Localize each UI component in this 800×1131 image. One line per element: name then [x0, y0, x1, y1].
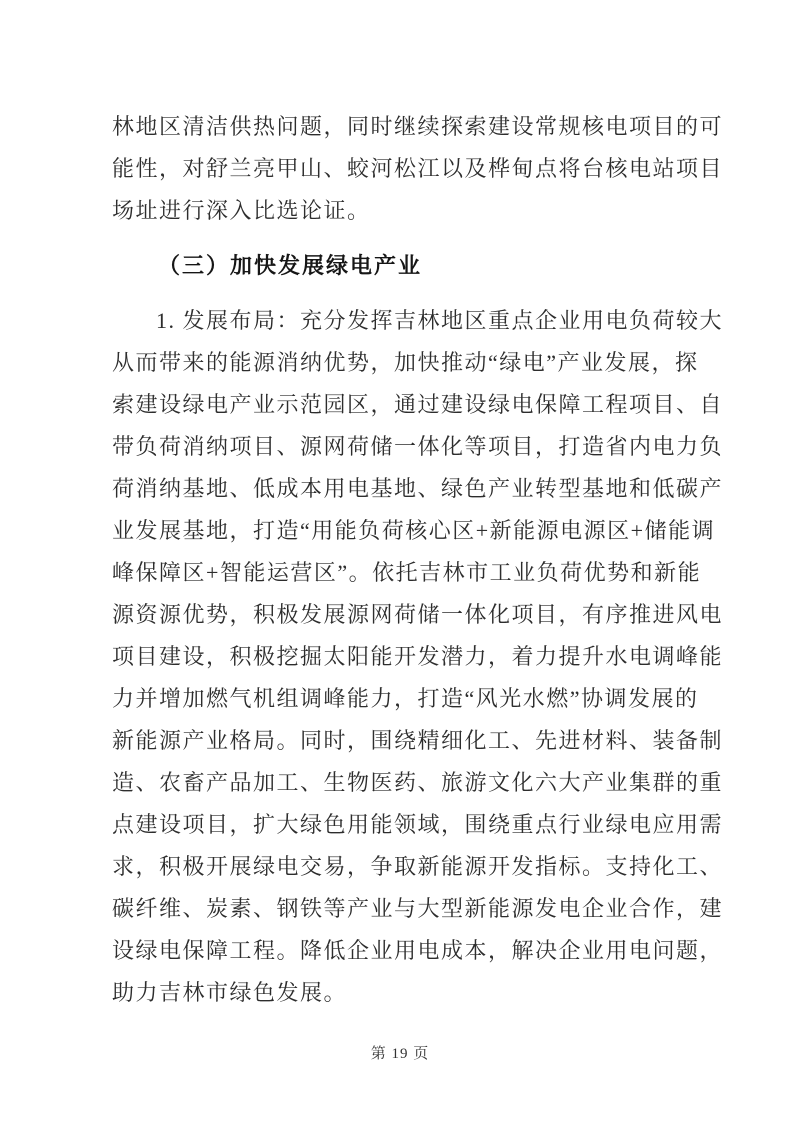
text-line: 荷消纳基地、低成本用电基地、绿色产业转型基地和低碳产	[112, 476, 724, 501]
text-line: 源资源优势，积极发展源网荷储一体化项目，有序推进风电	[112, 602, 724, 627]
text-line: 点建设项目，扩大绿色用能领域，围绕重点行业绿电应用需	[112, 812, 724, 837]
text-line: 1. 发展布局：充分发挥吉林地区重点企业用电负荷较大	[156, 308, 724, 333]
text-line: 求，积极开展绿电交易，争取新能源开发指标。支持化工、	[112, 854, 724, 879]
text-line: 碳纤维、炭素、钢铁等产业与大型新能源发电企业合作，建	[112, 896, 724, 921]
text-line: 林地区清洁供热问题，同时继续探索建设常规核电项目的可	[112, 114, 724, 139]
text-line: 带负荷消纳项目、源网荷储一体化等项目，打造省内电力负	[112, 434, 724, 459]
text-line: 项目建设，积极挖掘太阳能开发潜力，着力提升水电调峰能	[112, 644, 724, 669]
paragraph-continuation	[112, 106, 724, 232]
section-heading: （三）加快发展绿电产业	[158, 253, 423, 278]
paragraph-main	[112, 300, 724, 1014]
text-block	[112, 106, 724, 1014]
text-line: 从而带来的能源消纳优势，加快推动“绿电”产业发展，探	[112, 350, 699, 375]
text-line: 设绿电保障工程。降低企业用电成本，解决企业用电问题，	[112, 938, 724, 963]
text-line: 能性，对舒兰亮甲山、蛟河松江以及桦甸点将台核电站项目	[112, 156, 724, 181]
text-line: 索建设绿电产业示范园区，通过建设绿电保障工程项目、自	[112, 392, 724, 417]
page-number: 第 19 页	[370, 1046, 430, 1062]
text-line: 造、农畜产品加工、生物医药、旅游文化六大产业集群的重	[112, 770, 724, 795]
text-line: 力并增加燃气机组调峰能力，打造“风光水燃”协调发展的	[112, 686, 699, 711]
text-line: 新能源产业格局。同时，围绕精细化工、先进材料、装备制	[112, 728, 724, 753]
text-line: 业发展基地，打造“用能负荷核心区+新能源电源区+储能调	[112, 518, 716, 543]
text-line: 峰保障区+智能运营区”。依托吉林市工业负荷优势和新能	[112, 560, 702, 585]
text-line: 场址进行深入比选论证。	[112, 198, 371, 223]
text-line: 助力吉林市绿色发展。	[112, 980, 348, 1005]
